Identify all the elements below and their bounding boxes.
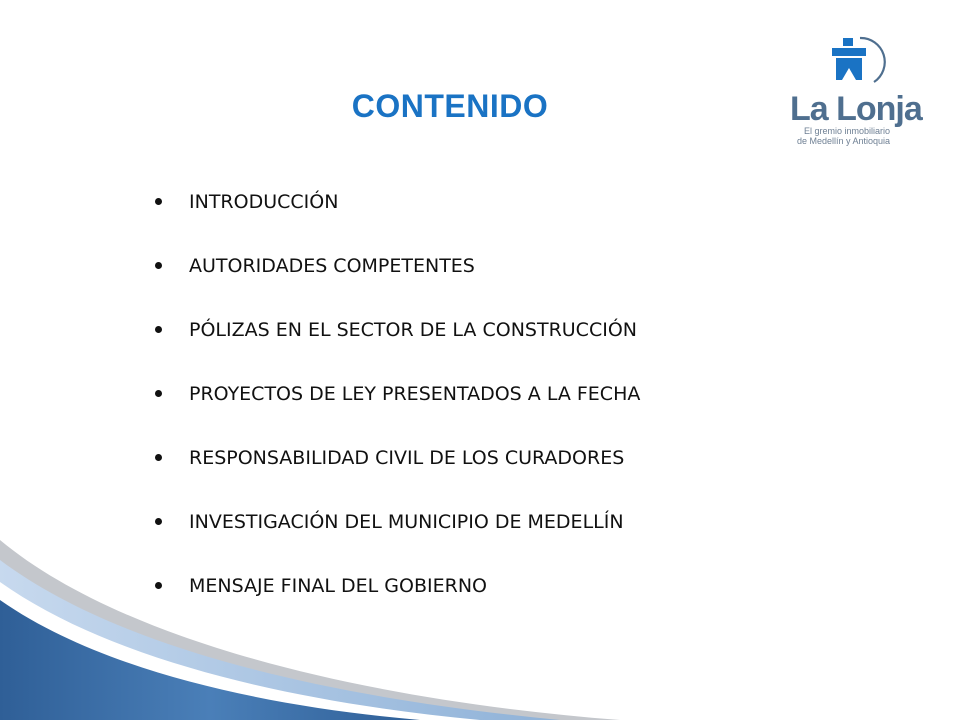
decorative-swoosh [0,520,960,720]
bullet-icon [155,454,162,461]
list-item-text: PROYECTOS DE LEY PRESENTADOS A LA FECHA [189,383,641,405]
logo-tagline-line1: El gremio inmobiliario [804,126,891,136]
list-item [155,250,640,314]
logo-tagline-line2: de Medellín y Antioquia [797,136,891,146]
list-item-text: PÓLIZAS EN EL SECTOR DE LA CONSTRUCCIÓN [189,319,637,341]
slide-title: CONTENIDO [351,88,549,124]
bullet-icon [155,326,162,333]
logo-name: La Lonja [790,90,922,128]
list-item-text: INTRODUCCIÓN [189,191,339,213]
logo-tagline [797,126,924,146]
list-item [155,314,640,378]
list-item [155,186,640,250]
bullet-icon [155,390,162,397]
logo-mark-icon [830,34,886,92]
list-item-text: RESPONSABILIDAD CIVIL DE LOS CURADORES [189,447,625,469]
list-item-text: MENSAJE FINAL DEL GOBIERNO [189,575,487,597]
list-item-text: INVESTIGACIÓN DEL MUNICIPIO DE MEDELLÍN [189,511,624,533]
la-lonja-logo [780,34,930,154]
list-item [155,442,640,506]
bullet-icon [155,262,162,269]
bullet-icon [155,198,162,205]
list-item [155,378,640,442]
list-item-text: AUTORIDADES COMPETENTES [189,255,475,277]
